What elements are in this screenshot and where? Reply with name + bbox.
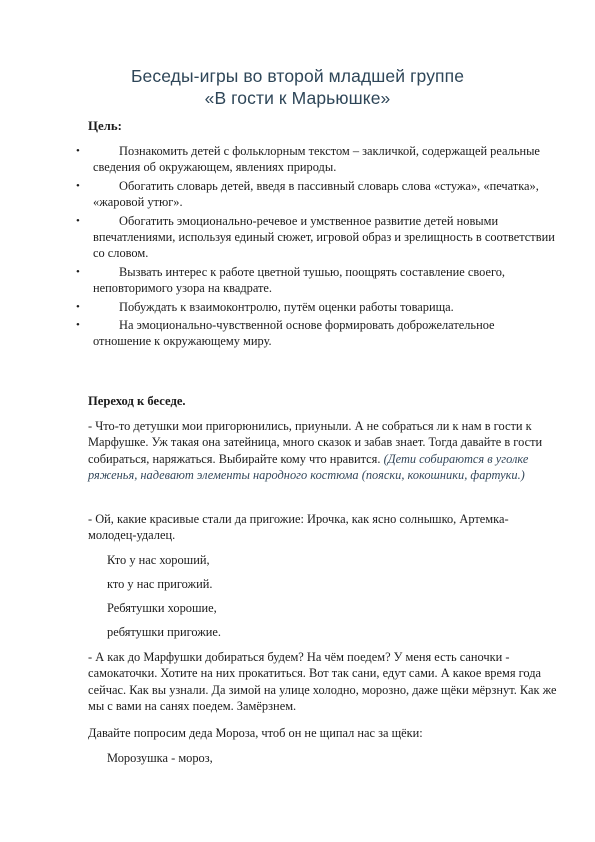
verse-line: Кто у нас хороший, xyxy=(107,553,210,567)
bullet-icon: • xyxy=(76,214,80,227)
goal-item xyxy=(0,178,555,211)
goal-item xyxy=(0,264,555,297)
title-line-1: Беседы-игры во второй младшей группе xyxy=(130,66,465,86)
paragraph-frost: Давайте попросим деда Мороза, чтоб он не щипал нас за щёки: xyxy=(88,726,423,740)
paragraph-sleigh: - А как до Марфушки добираться будем? На чём поедем? У меня есть саночки - самокаточки. Хотите на них прокатиться. Вот так сани, едут сами. А какое время года сейчас. Как вы узнали. Да зимой на улице холодно, морозно, даже щёки мёрзнут. Как же мы с вами на санях поедем. Замёрзнем. xyxy=(88,650,557,714)
verse-line: ребятушки пригожие. xyxy=(107,625,222,639)
bullet-icon: • xyxy=(76,300,80,313)
title-line-2: «В гости к Марьюшке» xyxy=(204,88,391,108)
goal-text: Вызвать интерес к работе цветной тушью, поощрять составление своего, неповторимого узора на квадрате. xyxy=(93,264,506,296)
verse-line: Морозушка - мороз, xyxy=(107,751,213,765)
stage-direction: (Дети собираются в уголке ряженья, надевают элементы народного костюма (пояски, кокошники, фартуки.) xyxy=(88,451,529,483)
goal-item xyxy=(0,299,555,315)
goal-text: Обогатить словарь детей, введя в пассивный словарь слова «стужа», «печатка», «жаровой утюг». xyxy=(93,178,539,210)
document-title xyxy=(0,65,595,109)
paragraph-compliment: - Ой, какие красивые стали да пригожие: Ирочка, как ясно солнышко, Артемка- молодец-удалец. xyxy=(88,512,509,543)
verse-line: кто у нас пригожий. xyxy=(107,577,213,591)
paragraph-intro xyxy=(88,418,558,484)
bullet-icon: • xyxy=(76,145,80,157)
goal-item xyxy=(0,143,555,176)
bullet-icon: • xyxy=(76,179,80,192)
verse-line: Ребятушки хорошие, xyxy=(107,601,217,615)
goal-item xyxy=(0,317,555,350)
goals-list xyxy=(0,143,595,350)
bullet-icon: • xyxy=(76,265,80,278)
goal-item xyxy=(0,213,555,262)
bullet-icon: • xyxy=(76,319,80,332)
goals-label: Цель: xyxy=(88,119,122,133)
goal-text: Побуждать к взаимоконтролю, путём оценки работы товарища. xyxy=(119,299,454,314)
paragraph-text: - Что-то детушки мои пригорюнились, приуныли. А не собраться ли к нам в гости к Марфушке. Уж такая она затейница, много сказок и забав знает. Тогда давайте в гости собираться, наряжаться. Выбирайте кому что нравится. xyxy=(88,419,543,466)
goal-text: На эмоционально-чувственной основе формировать доброжелательное отношение к окружающему миру. xyxy=(93,318,495,349)
goal-text: Познакомить детей с фольклорным текстом – закличкой, содержащей реальные сведения об окружающем, явлениях природы. xyxy=(93,144,540,175)
section-heading: Переход к беседе. xyxy=(88,394,186,408)
goal-text: Обогатить эмоционально-речевое и умственное развитие детей новыми впечатлениями, используя единый сюжет, игровой образ и зрелищность в соответствии со словом. xyxy=(93,213,555,261)
